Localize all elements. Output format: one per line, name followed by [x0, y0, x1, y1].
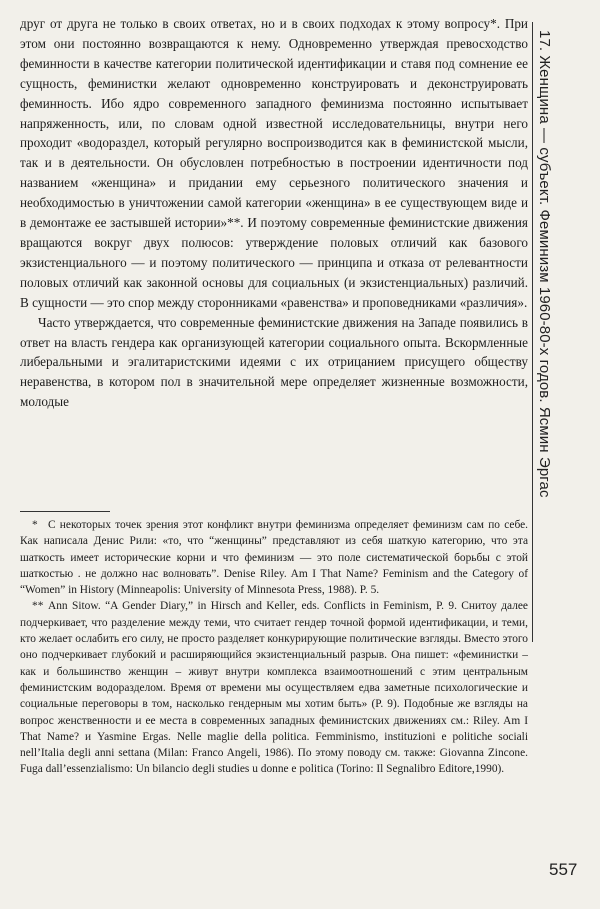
footnote-2-mark: ** — [32, 600, 44, 613]
page-number: 557 — [549, 860, 578, 879]
footnote-2-text: Ann Sitow. “A Gender Diary,” in Hirsch and Keller, eds. Conflicts in Feminism, P. 9. Снитоу далее подчеркивает, что разделение между теми, что считает гендер точной формой идентификации, и теми, кто желает ослабить его силу, не просто разделяет конкурирующие политические взгляды. Вместо этого оно подчеркивает глубокий и расширяющийся экзистенциальный разрыв. Она пишет: «феминистки – как и большинство женщин – живут внутри комплекса взаимоотношений с этим центральным феминистским водоразделом. Время от времени мы осуществляем едва заметные психологические и социальные переговоры в том, насколько гендерным мы хотим быть» (P. 9). Подобные же взгляды на вопрос женственности и ее места в современных западных феминистских движениях см.: Riley. Am I That Name? и Yasmine Ergas. Nelle maglie della politica. Femminismo, instituzioni e politiche sociali nell’Italia degli anni settana (Milan: Franco Angeli, 1986). По этому поводу см. также: Giovanna Zincone. Fuga dall’essenzialismo: Un bilancio degli studies u donne e politica (Torino: Il Segnalibro Editore,1990). — [20, 600, 528, 776]
footnote-2 — [20, 598, 528, 777]
main-text — [20, 14, 528, 412]
footnote-1-mark: * — [32, 519, 38, 531]
running-head-rule — [532, 22, 533, 642]
footnotes — [20, 517, 528, 778]
paragraph-1: друг от друга не только в своих ответах, но и в своих подходах к этому вопросу*. При этом они постоянно возвращаются к нему. Одновременно утверждая превосходство феминности в качестве категории политической идентификации и ставя под сомнение ее сущность, феминистки желают одновременно конструировать и деконструировать феминность. Ибо ядро современного западного феминизма постоянно испытывает напряженность, или, по словам одной известной исследовательницы, внутри него проходит «водораздел, который регулярно воспроизводится как в феминистской мысли, так и в деятельности. Он обусловлен потребностью в построении идентичности под названием «женщина» и придании ему серьезного политического значения и необходимостью в уничтожении самой категории «женщина» в ее существующем виде и в демонтаже ее застывшей истории»**. И поэтому современные феминистские движения вращаются вокруг двух полюсов: утверждение половых отличий как базового экзистенциального — и поэтому политического — принципа и отказа от релевантности половых отличий как законной основы для социальных (и экзистенциальных) различий. В сущности — это спор между сторонниками «равенства» и проповедниками «различия». — [20, 16, 528, 310]
paragraph-2: Часто утверждается, что современные феминистские движения на Западе появились в ответ на власть гендера как организующей категории социального опыта. Вскормленные либеральными и эгалитаристскими идеями с их отрицанием присущего обществу неравенства, в котором пол в значительной мере определяет жизненные возможности, молодые — [20, 314, 528, 410]
footnote-1-text: С некоторых точек зрения этот конфликт внутри феминизма определяет феминизм сам по себе. Как написала Денис Рили: «то, что “женщины” представляют из себя шаткую категорию, что эта шаткость имеет исторические корни и что феминизм — это поле систематической борьбы с этой шаткостью . не должно нас волновать”. Denise Riley. Am I That Name? Feminism and the Category of “Women” in History (Minneapolis: University of Minnesota Press, 1988). P. 5. — [20, 519, 528, 597]
running-head-text: 17. Женщина — субъект. Феминизм 1960-80-х годов. Ясмин Эргас — [536, 30, 553, 498]
footnote-separator — [20, 511, 110, 512]
footnote-1 — [20, 517, 528, 598]
